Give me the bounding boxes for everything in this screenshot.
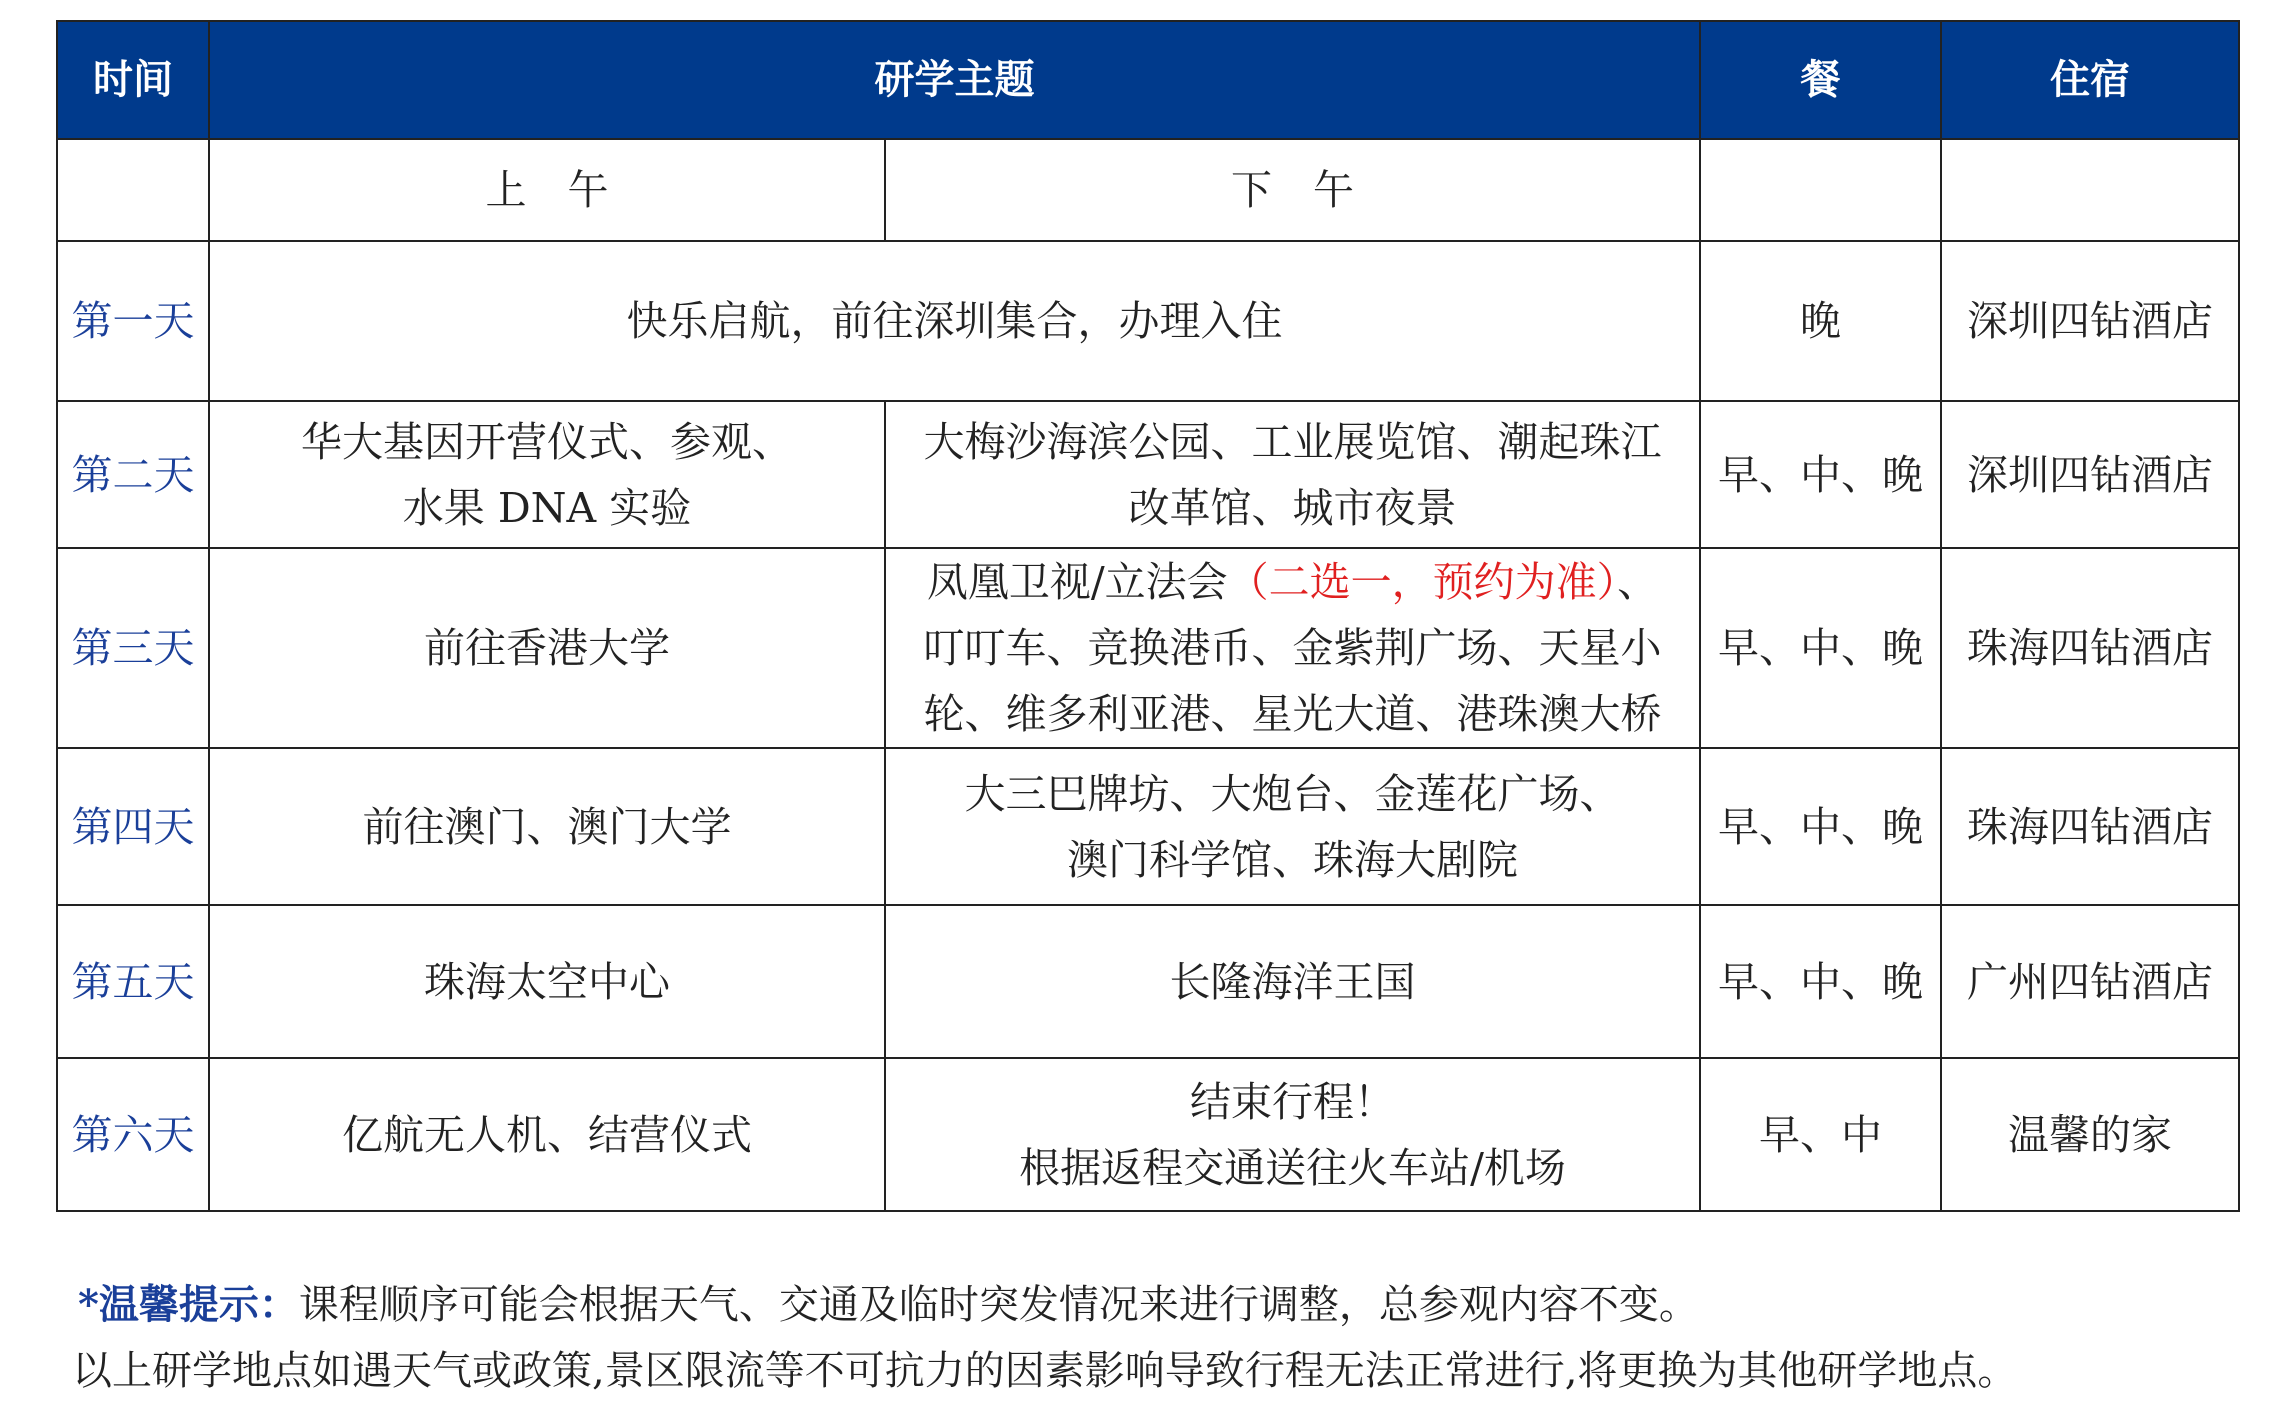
lodging-cell: 温馨的家 bbox=[1941, 1058, 2239, 1211]
tips-line: 以上研学地点如遇天气或政策,景区限流等不可抗力的因素影响导致行程无法正常进行,将更换为其他研学地点。 bbox=[72, 1348, 2018, 1394]
afternoon-cell: 长隆海洋王国 bbox=[885, 905, 1700, 1058]
morning-cell bbox=[209, 401, 885, 548]
afternoon-line: 叮叮车、竞换港币、金紫荆广场、天星小 bbox=[923, 624, 1662, 672]
day-activity: 快乐启航，前往深圳集合，办理入住 bbox=[209, 241, 1700, 401]
lodging-cell: 深圳四钻酒店 bbox=[1941, 401, 2239, 548]
subheader-row bbox=[57, 139, 2239, 241]
tips-label: *温馨提示： bbox=[78, 1281, 299, 1328]
header-lodging: 住宿 bbox=[1941, 21, 2239, 139]
morning-cell: 前往澳门、澳门大学 bbox=[209, 748, 885, 905]
lodging-cell: 珠海四钻酒店 bbox=[1941, 748, 2239, 905]
afternoon-cell bbox=[885, 1058, 1700, 1211]
lodging-cell: 广州四钻酒店 bbox=[1941, 905, 2239, 1058]
afternoon-line: 大梅沙海滨公园、工业展览馆、潮起珠江 bbox=[923, 417, 1662, 466]
day-label: 第二天 bbox=[57, 401, 209, 548]
afternoon-cell bbox=[885, 548, 1700, 748]
table-row bbox=[57, 401, 2239, 548]
day-label: 第一天 bbox=[57, 241, 209, 401]
afternoon-line: 澳门科学馆、珠海大剧院 bbox=[1067, 835, 1518, 884]
afternoon-line: 大三巴牌坊、大炮台、金莲花广场、 bbox=[964, 769, 1621, 818]
tips-section bbox=[72, 1272, 2268, 1404]
header-meal: 餐 bbox=[1700, 21, 1941, 139]
subheader-empty-lodging bbox=[1941, 139, 2239, 241]
header-time: 时间 bbox=[57, 21, 209, 139]
meal-cell: 早、中 bbox=[1700, 1058, 1941, 1211]
meal-cell: 早、中、晚 bbox=[1700, 548, 1941, 748]
morning-cell: 前往香港大学 bbox=[209, 548, 885, 748]
header-theme: 研学主题 bbox=[209, 21, 1700, 139]
day-label: 第三天 bbox=[57, 548, 209, 748]
morning-cell: 亿航无人机、结营仪式 bbox=[209, 1058, 885, 1211]
subheader-morning: 上 午 bbox=[209, 139, 885, 241]
header-row bbox=[57, 21, 2239, 139]
lodging-cell: 深圳四钻酒店 bbox=[1941, 241, 2239, 401]
meal-cell: 早、中、晚 bbox=[1700, 748, 1941, 905]
tips-text: 课程顺序可能会根据天气、交通及临时突发情况来进行调整，总参观内容不变。 bbox=[298, 1282, 1699, 1328]
afternoon-text: 、 bbox=[1617, 558, 1659, 606]
table-row bbox=[57, 748, 2239, 905]
afternoon-text: 凤凰卫视/立法会 bbox=[926, 558, 1228, 606]
afternoon-line: 改革馆、城市夜景 bbox=[1128, 483, 1457, 532]
morning-line: 华大基因开营仪式、参观、 bbox=[301, 417, 793, 466]
day-label: 第四天 bbox=[57, 748, 209, 905]
morning-cell: 珠海太空中心 bbox=[209, 905, 885, 1058]
afternoon-line: 根据返程交通送往火车站/机场 bbox=[1019, 1143, 1566, 1192]
lodging-cell: 珠海四钻酒店 bbox=[1941, 548, 2239, 748]
day-label: 第五天 bbox=[57, 905, 209, 1058]
afternoon-cell bbox=[885, 748, 1700, 905]
subheader-empty-meal bbox=[1700, 139, 1941, 241]
meal-cell: 晚 bbox=[1700, 241, 1941, 401]
morning-line: 水果 DNA 实验 bbox=[402, 483, 692, 532]
table-row bbox=[57, 905, 2239, 1058]
meal-cell: 早、中、晚 bbox=[1700, 905, 1941, 1058]
subheader-afternoon: 下 午 bbox=[885, 139, 1700, 241]
afternoon-cell bbox=[885, 401, 1700, 548]
table-row bbox=[57, 548, 2239, 748]
table-row bbox=[57, 1058, 2239, 1211]
afternoon-line: 结束行程！ bbox=[1190, 1077, 1395, 1126]
day-label: 第六天 bbox=[57, 1058, 209, 1211]
afternoon-line bbox=[892, 549, 1693, 615]
table-row bbox=[57, 241, 2239, 401]
meal-cell: 早、中、晚 bbox=[1700, 401, 1941, 548]
afternoon-line: 轮、维多利亚港、星光大道、港珠澳大桥 bbox=[923, 690, 1662, 738]
itinerary-table bbox=[56, 20, 2240, 1212]
reservation-note: （二选一，预约为准） bbox=[1227, 558, 1618, 606]
tips-line bbox=[78, 1272, 2268, 1338]
subheader-empty-time bbox=[57, 139, 209, 241]
